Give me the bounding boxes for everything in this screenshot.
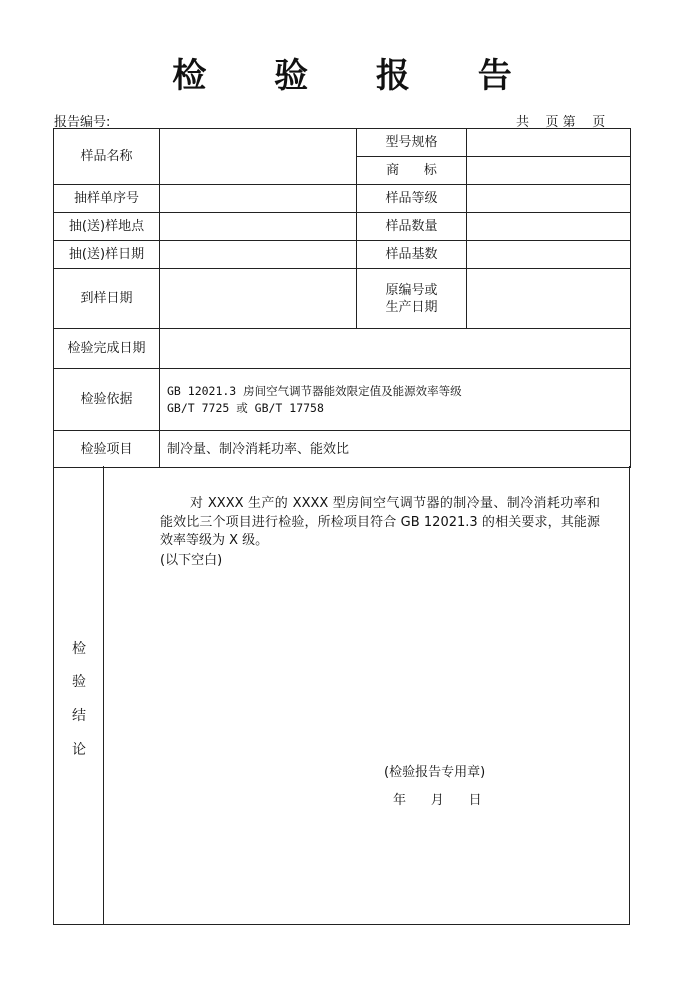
sampling-date-value[interactable] xyxy=(160,241,357,269)
grade-label: 样品等级 xyxy=(357,185,467,213)
basis-line-1: GB 12021.3 房间空气调节器能效限定值及能源效率等级 xyxy=(167,383,462,398)
original-no-line-1: 原编号或 xyxy=(385,282,438,298)
seal-label: (检验报告专用章) xyxy=(384,765,486,780)
sample-name-label: 样品名称 xyxy=(54,129,160,185)
base-count-value[interactable] xyxy=(467,241,631,269)
arrival-date-label: 到样日期 xyxy=(54,269,160,329)
basis-line-2: GB/T 7725 或 GB/T 17758 xyxy=(167,400,324,415)
conclusion-label-char-4: 论 xyxy=(72,742,86,758)
model-spec-label: 型号规格 xyxy=(357,129,467,157)
items-value: 制冷量、制冷消耗功率、能效比 xyxy=(160,431,631,468)
grade-value[interactable] xyxy=(467,185,631,213)
sampling-date-label: 抽(送)样日期 xyxy=(54,241,160,269)
date-line: 年 月 日 xyxy=(393,793,482,808)
basis-label: 检验依据 xyxy=(54,369,160,431)
completion-date-label: 检验完成日期 xyxy=(54,329,160,369)
conclusion-label-char-3: 结 xyxy=(72,708,86,724)
basis-value xyxy=(160,369,631,431)
blank-note: (以下空白) xyxy=(160,553,223,568)
quantity-label: 样品数量 xyxy=(357,213,467,241)
order-no-value[interactable] xyxy=(160,185,357,213)
sample-name-value[interactable] xyxy=(160,129,357,185)
conclusion-label-char-2: 验 xyxy=(72,674,86,690)
location-label: 抽(送)样地点 xyxy=(54,213,160,241)
page-title: 检 验 报 告 xyxy=(172,56,540,96)
order-no-label: 抽样单序号 xyxy=(54,185,160,213)
items-label: 检验项目 xyxy=(54,431,160,468)
report-number-label: 报告编号: xyxy=(54,115,111,130)
trademark-label: 商 标 xyxy=(357,157,467,185)
report-form-table xyxy=(53,128,631,468)
quantity-value[interactable] xyxy=(467,213,631,241)
original-no-value[interactable] xyxy=(467,269,631,329)
original-no-label xyxy=(357,269,467,329)
base-count-label: 样品基数 xyxy=(357,241,467,269)
original-no-line-2: 生产日期 xyxy=(385,299,438,315)
model-spec-value[interactable] xyxy=(467,129,631,157)
conclusion-label-column xyxy=(53,466,104,925)
page-count-label: 共 页 第 页 xyxy=(516,115,606,130)
conclusion-label-char-1: 检 xyxy=(72,641,86,657)
conclusion-text: 对 XXXX 生产的 XXXX 型房间空气调节器的制冷量、制冷消耗功率和能效比三个项目进行检验，所检项目符合 GB 12021.3 的相关要求，其能源效率等级为 X 级。 xyxy=(160,496,600,548)
arrival-date-value[interactable] xyxy=(160,269,357,329)
completion-date-value[interactable] xyxy=(160,329,631,369)
trademark-value[interactable] xyxy=(467,157,631,185)
location-value[interactable] xyxy=(160,213,357,241)
